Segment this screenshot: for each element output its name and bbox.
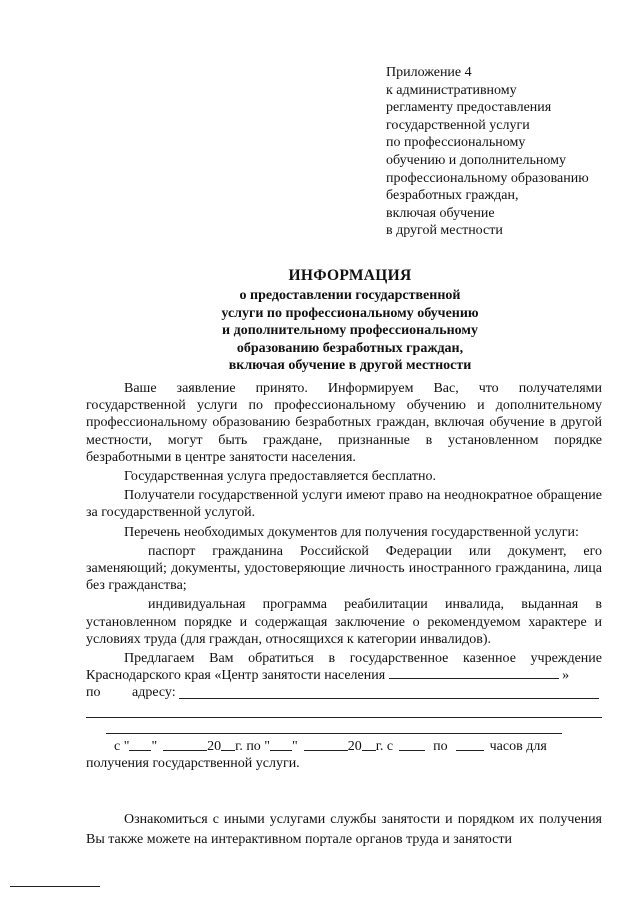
time-to-blank (456, 738, 484, 751)
paragraph-documents-list: Перечень необходимых документов для получения государственной услуги: (124, 524, 579, 540)
employment-center-close: » (562, 668, 570, 684)
hours-label: часов для (489, 738, 547, 754)
paragraph-application-accepted: Ваше заявление принято. Информируем Вас, что получателями государственной услуги по профессиональному обучению и дополнительному профессиональному образованию безработных граждан, включая обучение в другой местности, могут быть граждане, признанные в установленном порядке безработными в центре занятости населения. (86, 381, 602, 465)
date-from-day-blank (129, 738, 151, 751)
appendix-line: к административному (386, 82, 517, 98)
date-from-month-blank (163, 738, 207, 751)
employment-center-text: Предлагаем Вам обратиться в государственное казенное учреждение Краснодарского края «Центр занятости населения (86, 651, 602, 684)
appendix-line: государственной услуги (386, 117, 530, 133)
address-blank (179, 686, 599, 699)
heading-line: о предоставлении государственной (239, 288, 461, 303)
date-from-year: 20 (207, 738, 222, 754)
paragraph-repeat-request: Получатели государственной услуги имеют право на неоднократное обращение за государственной услугой. (86, 488, 602, 521)
heading-line: и дополнительному профессиональному (222, 323, 478, 339)
paragraph-rehabilitation: индивидуальная программа реабилитации инвалида, выданная в установленном порядке и содержащая заключение о рекомендуемом характере и условиях труда (для граждан, относящихся к категории инвалидов). (86, 597, 602, 647)
appendix-line: безработных граждан, (386, 188, 519, 204)
appendix-line: профессиональному образованию (386, 170, 589, 186)
date-to-day-blank (270, 738, 292, 751)
heading-line: включая обучение в другой местности (228, 358, 472, 374)
heading-title: ИНФОРМАЦИЯ (288, 267, 412, 284)
paragraph-employment-center (86, 650, 602, 684)
date-to-year: 20 (347, 738, 362, 754)
date-from-quote: " (151, 738, 158, 754)
appendix-line: в другой местности (386, 223, 503, 239)
date-to-month-blank (304, 738, 348, 751)
appendix-line: регламенту предоставления (386, 100, 552, 116)
paragraph-service-receipt: получения государственной услуги. (86, 755, 300, 771)
heading-line: услуги по профессиональному обучению (221, 305, 479, 321)
address-blank-line (86, 702, 602, 718)
appendix-block (386, 64, 626, 240)
date-to-quote: " (292, 738, 298, 754)
paragraph-passport: паспорт гражданина Российской Федерации или документ, его заменяющий; документы, удостоверяющие личность иностранного гражданина, лица без гражданства; (86, 543, 602, 594)
document-heading (130, 265, 570, 375)
appendix-line: Приложение 4 (386, 65, 472, 80)
document-body (86, 380, 602, 772)
time-from-blank (399, 738, 425, 751)
date-from-year-blank (221, 738, 235, 751)
address-line (86, 684, 602, 701)
date-to-year-blank (362, 738, 376, 751)
appendix-line: обучению и дополнительному (386, 152, 566, 168)
footnote-divider (10, 886, 100, 887)
time-from-prefix: г. с (375, 738, 394, 754)
date-range-line (86, 738, 602, 755)
address-blank-line-short (106, 718, 562, 734)
appendix-line: по профессиональному (386, 135, 526, 151)
date-from-prefix: с " (114, 738, 130, 754)
date-to-prefix: г. по " (235, 738, 271, 754)
appendix-line: включая обучение (386, 205, 495, 221)
address-prefix: по адресу: (86, 685, 176, 701)
paragraph-other-services: Ознакомиться с иными услугами службы занятости и порядком их получения Вы также можете на интерактивном портале органов труда и занятости (86, 812, 602, 847)
paragraph-free-service: Государственная услуга предоставляется бесплатно. (124, 469, 436, 485)
employment-center-blank (389, 668, 559, 679)
time-to-prefix: по (433, 738, 448, 754)
heading-line: образованию безработных граждан, (236, 340, 464, 356)
